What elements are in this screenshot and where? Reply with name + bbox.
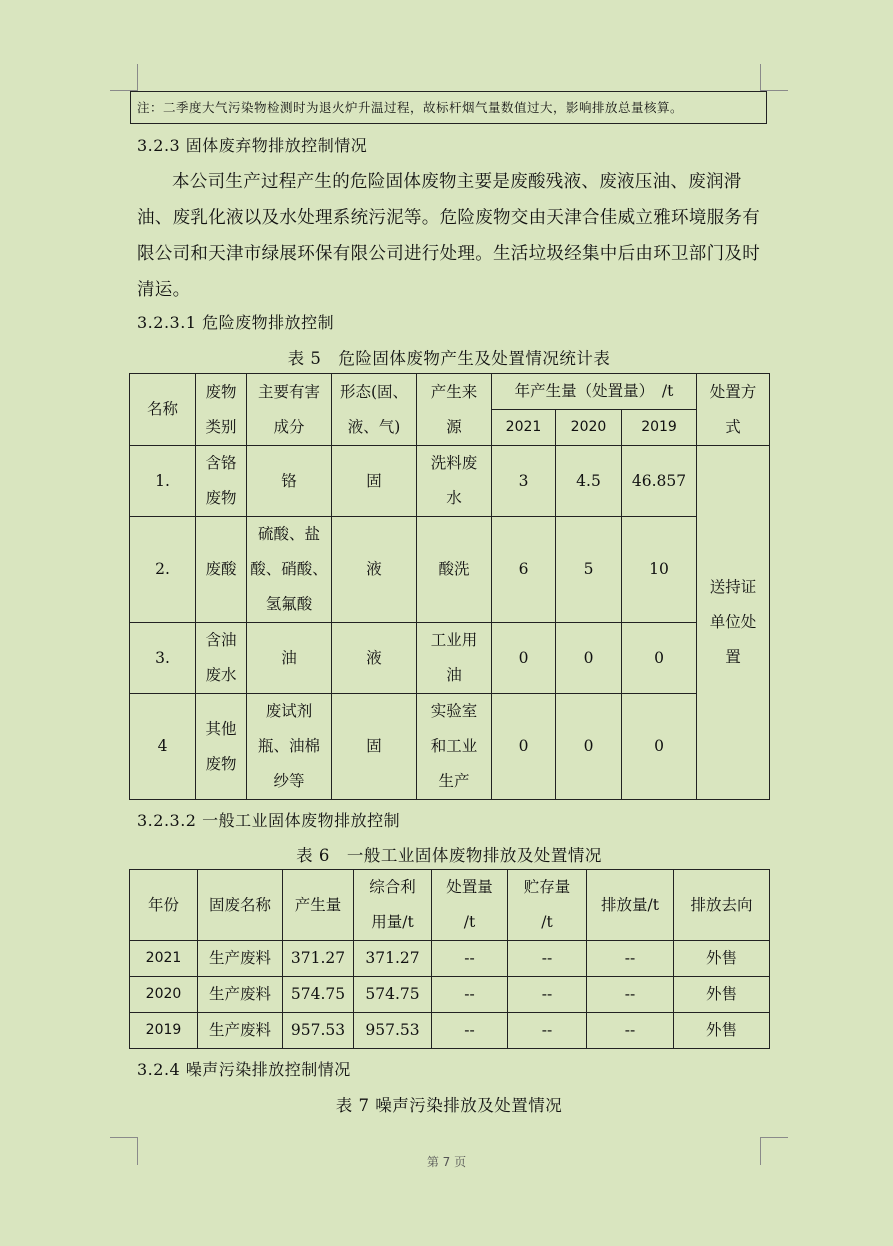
t5-cell-source: 酸洗 — [417, 517, 492, 623]
heading-3-2-3-2: 3.2.3.2 一般工业固体废物排放控制 — [137, 811, 401, 830]
t5-cell-form: 固 — [332, 694, 417, 800]
t6-cell-stored: -- — [508, 941, 587, 977]
t5-cell-2021: 3 — [492, 446, 556, 517]
general-waste-table — [129, 869, 770, 1049]
t6-cell-name: 生产废料 — [198, 1013, 283, 1049]
t5-cell-2021: 6 — [492, 517, 556, 623]
t5-cell-hazard: 铬 — [247, 446, 332, 517]
t5-cell-2019: 46.857 — [622, 446, 697, 517]
t5-cell-no: 2. — [130, 517, 196, 623]
table5-caption: 表 5 危险固体废物产生及处置情况统计表 — [287, 349, 611, 368]
heading-3-2-4: 3.2.4 噪声污染排放控制情况 — [137, 1060, 351, 1079]
t6-cell-name: 生产废料 — [198, 941, 283, 977]
t6-header-produced: 产生量 — [283, 870, 354, 941]
t5-cell-source: 实验室 和工业 生产 — [417, 694, 492, 800]
t5-cell-2020: 0 — [556, 623, 622, 694]
t6-cell-destination: 外售 — [674, 1013, 770, 1049]
t5-header-name: 名称 — [130, 374, 196, 446]
t6-header-disposed: 处置量 /t — [432, 870, 508, 941]
t5-header-hazard: 主要有害 成分 — [247, 374, 332, 446]
t6-header-utilized: 综合利 用量/t — [354, 870, 432, 941]
t5-cell-hazard: 油 — [247, 623, 332, 694]
t5-cell-hazard: 废试剂 瓶、油棉 纱等 — [247, 694, 332, 800]
table7-caption: 表 7 噪声污染排放及处置情况 — [335, 1096, 563, 1115]
t5-cell-category: 其他 废物 — [196, 694, 247, 800]
t6-cell-emission: -- — [587, 941, 674, 977]
t5-cell-2020: 5 — [556, 517, 622, 623]
t6-cell-disposed: -- — [432, 941, 508, 977]
t5-cell-source: 工业用 油 — [417, 623, 492, 694]
table-row — [130, 446, 770, 517]
t6-header-emission: 排放量/t — [587, 870, 674, 941]
crop-mark-top-right — [760, 64, 788, 91]
table-row — [130, 623, 770, 694]
t5-cell-no: 1. — [130, 446, 196, 517]
t6-cell-utilized: 957.53 — [354, 1013, 432, 1049]
section-paragraph: 本公司生产过程产生的危险固体废物主要是废酸残液、废液压油、废润滑油、废乳化液以及水处理系统污泥等。危险废物交由天津合佳威立雅环境服务有限公司和天津市绿展环保有限公司进行处理。生活垃圾经集中后由环卫部门及时清运。 — [137, 172, 760, 300]
t6-cell-produced: 574.75 — [283, 977, 354, 1013]
t6-cell-year: 2021 — [130, 941, 198, 977]
t6-cell-stored: -- — [508, 1013, 587, 1049]
t6-cell-disposed: -- — [432, 977, 508, 1013]
t6-cell-utilized: 574.75 — [354, 977, 432, 1013]
t5-cell-form: 固 — [332, 446, 417, 517]
page-number: 第 7 页 — [426, 1155, 467, 1169]
t6-header-year: 年份 — [130, 870, 198, 941]
t5-header-category: 废物 类别 — [196, 374, 247, 446]
t5-cell-source: 洗料废 水 — [417, 446, 492, 517]
t5-cell-2019: 0 — [622, 623, 697, 694]
t6-cell-produced: 957.53 — [283, 1013, 354, 1049]
t6-cell-destination: 外售 — [674, 941, 770, 977]
t6-header-destination: 排放去向 — [674, 870, 770, 941]
t5-header-disposal: 处置方 式 — [697, 374, 770, 446]
t6-cell-destination: 外售 — [674, 977, 770, 1013]
crop-mark-top-left — [110, 64, 138, 91]
t6-header-stored: 贮存量 /t — [508, 870, 587, 941]
t5-header-annual: 年产生量（处置量） /t — [492, 374, 697, 410]
heading-3-2-3: 3.2.3 固体废弃物排放控制情况 — [137, 136, 368, 155]
note-box: 注：二季度大气污染物检测时为退火炉升温过程，故标杆烟气量数值过大，影响排放总量核算。 — [130, 91, 767, 124]
t6-header-name: 固废名称 — [198, 870, 283, 941]
t5-header-year: 2021 — [492, 410, 556, 446]
table-row — [130, 977, 770, 1013]
t6-cell-stored: -- — [508, 977, 587, 1013]
t5-cell-2019: 0 — [622, 694, 697, 800]
t6-cell-year: 2019 — [130, 1013, 198, 1049]
t5-cell-no: 3. — [130, 623, 196, 694]
t5-header-year: 2019 — [622, 410, 697, 446]
t5-cell-category: 含铬 废物 — [196, 446, 247, 517]
t5-cell-2019: 10 — [622, 517, 697, 623]
heading-3-2-3-1: 3.2.3.1 危险废物排放控制 — [137, 313, 335, 332]
t5-cell-2021: 0 — [492, 694, 556, 800]
table-row — [130, 1013, 770, 1049]
t5-cell-hazard: 硫酸、盐 酸、硝酸、 氢氟酸 — [247, 517, 332, 623]
t5-cell-form: 液 — [332, 517, 417, 623]
table-row — [130, 941, 770, 977]
t5-header-source: 产生来 源 — [417, 374, 492, 446]
t6-cell-produced: 371.27 — [283, 941, 354, 977]
t6-cell-emission: -- — [587, 1013, 674, 1049]
t6-cell-utilized: 371.27 — [354, 941, 432, 977]
t5-cell-category: 含油 废水 — [196, 623, 247, 694]
t5-cell-disposal: 送持证 单位处 置 — [697, 446, 770, 800]
t6-cell-year: 2020 — [130, 977, 198, 1013]
t5-cell-2021: 0 — [492, 623, 556, 694]
t5-cell-no: 4 — [130, 694, 196, 800]
t5-cell-form: 液 — [332, 623, 417, 694]
t5-cell-2020: 4.5 — [556, 446, 622, 517]
t5-header-form: 形态(固、 液、气) — [332, 374, 417, 446]
t6-cell-name: 生产废料 — [198, 977, 283, 1013]
t6-cell-disposed: -- — [432, 1013, 508, 1049]
hazardous-waste-table — [129, 373, 770, 800]
t6-cell-emission: -- — [587, 977, 674, 1013]
table-row — [130, 694, 770, 800]
t5-header-year: 2020 — [556, 410, 622, 446]
t5-cell-category: 废酸 — [196, 517, 247, 623]
t5-cell-2020: 0 — [556, 694, 622, 800]
table6-caption: 表 6 一般工业固体废物排放及处置情况 — [296, 846, 602, 865]
table-row — [130, 517, 770, 623]
